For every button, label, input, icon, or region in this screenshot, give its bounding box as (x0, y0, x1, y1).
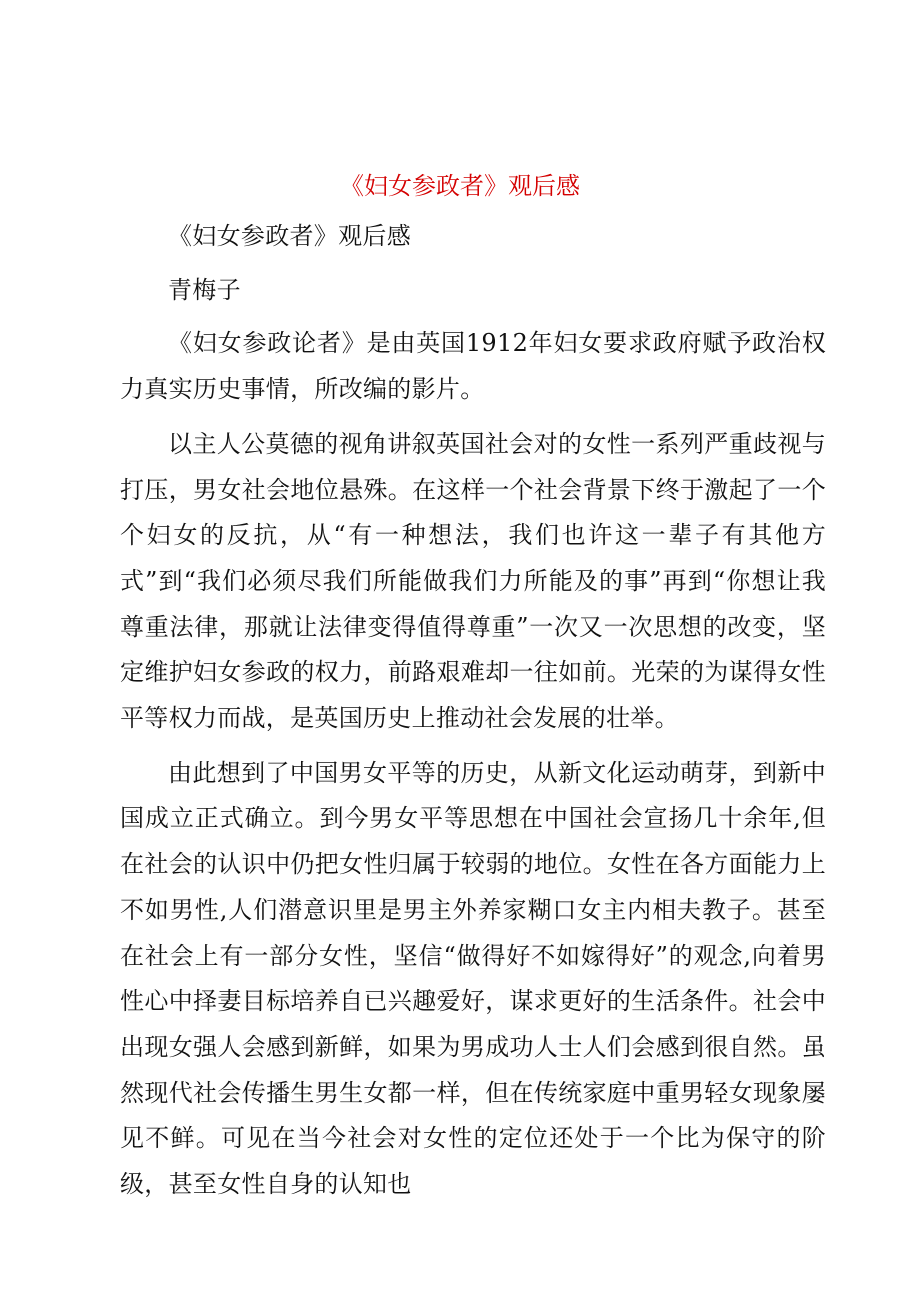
author-line: 青梅子 (168, 275, 241, 304)
paragraph: 《妇女参政论者》是由英国1912年妇女要求政府赋予政治权力真实历史事情，所改编的影片。 (120, 329, 826, 404)
subtitle: 《妇女参政者》观后感 (168, 222, 411, 250)
document-body (120, 214, 826, 1208)
document-title: 《妇女参政者》观后感 (340, 172, 580, 200)
paragraph: 由此想到了中国男女平等的历史，从新文化运动萌芽，到新中国成立正式确立。到今男女平等思想在中国社会宣扬几十余年,但在社会的认识中仍把女性归属于较弱的地位。女性在各方面能力上不如男性,人们潜意识里是男主外养家糊口女主内相夫教子。甚至在社会上有一部分女性，坚信“做得好不如嫁得好”的观念,向着男性心中择妻目标培养自已兴趣爱好，谋求更好的生活条件。社会中出现女强人会感到新鲜，如果为男成功人士人们会感到很自然。虽然现代社会传播生男生女都一样，但在传统家庭中重男轻女现象屡见不鲜。可见在当今社会对女性的定位还处于一个比为保守的阶级，甚至女性自身的认知也 (120, 758, 826, 1199)
paragraph: 以主人公莫德的视角讲叙英国社会对的女性一系列严重歧视与打压，男女社会地位悬殊。在这样一个社会背景下终于激起了一个个妇女的反抗，从“有一种想法，我们也许这一辈子有其他方式”到“我们必须尽我们所能做我们力所能及的事”再到“你想让我尊重法律，那就让法律变得值得尊重”一次又一次思想的改变，坚定维护妇女参政的权力，前路艰难却一往如前。光荣的为谋得女性平等权力而战，是英国历史上推动社会发展的壮举。 (120, 429, 826, 733)
